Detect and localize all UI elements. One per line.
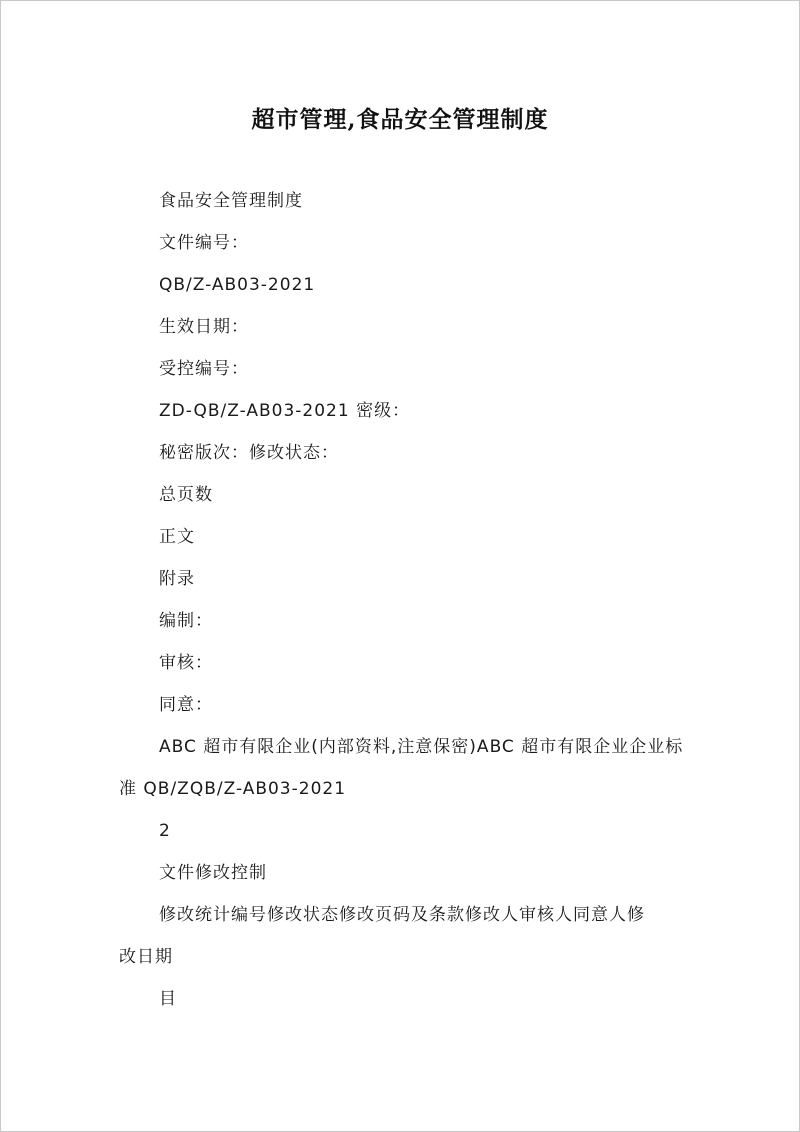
paragraph-line: ABC 超市有限企业(内部资料,注意保密)ABC 超市有限企业企业标 xyxy=(159,737,684,757)
text-line: 食品安全管理制度 xyxy=(159,191,303,211)
text-line: 正文 xyxy=(159,527,195,547)
paragraph-line: 准 QB/ZQB/Z-AB03-2021 xyxy=(119,779,347,799)
company-standard-paragraph xyxy=(119,737,699,800)
text-line: 审核： xyxy=(159,653,213,673)
text-line: 文件编号： xyxy=(159,233,249,253)
section-title: 文件修改控制 xyxy=(159,863,267,883)
text-line: 受控编号： xyxy=(159,359,249,379)
text-line: 生效日期： xyxy=(159,317,249,337)
text-line: 同意： xyxy=(159,695,213,715)
text-line: 秘密版次：修改状态： xyxy=(159,443,339,463)
text-line: 目 xyxy=(159,989,177,1009)
revision-record-paragraph xyxy=(119,905,699,968)
text-line: QB/Z-AB03-2021 xyxy=(159,275,316,295)
document-body xyxy=(119,191,699,1031)
text-line: ZD-QB/Z-AB03-2021 密级： xyxy=(159,401,411,421)
text-line: 总页数 xyxy=(159,485,213,505)
text-line: 附录 xyxy=(159,569,195,589)
page-number: 2 xyxy=(159,821,171,841)
paragraph-line: 修改统计编号修改状态修改页码及条款修改人审核人同意人修 xyxy=(159,905,645,925)
paragraph-line: 改日期 xyxy=(119,947,173,967)
document-title: 超市管理,食品安全管理制度 xyxy=(251,106,549,133)
text-line: 编制： xyxy=(159,611,213,631)
